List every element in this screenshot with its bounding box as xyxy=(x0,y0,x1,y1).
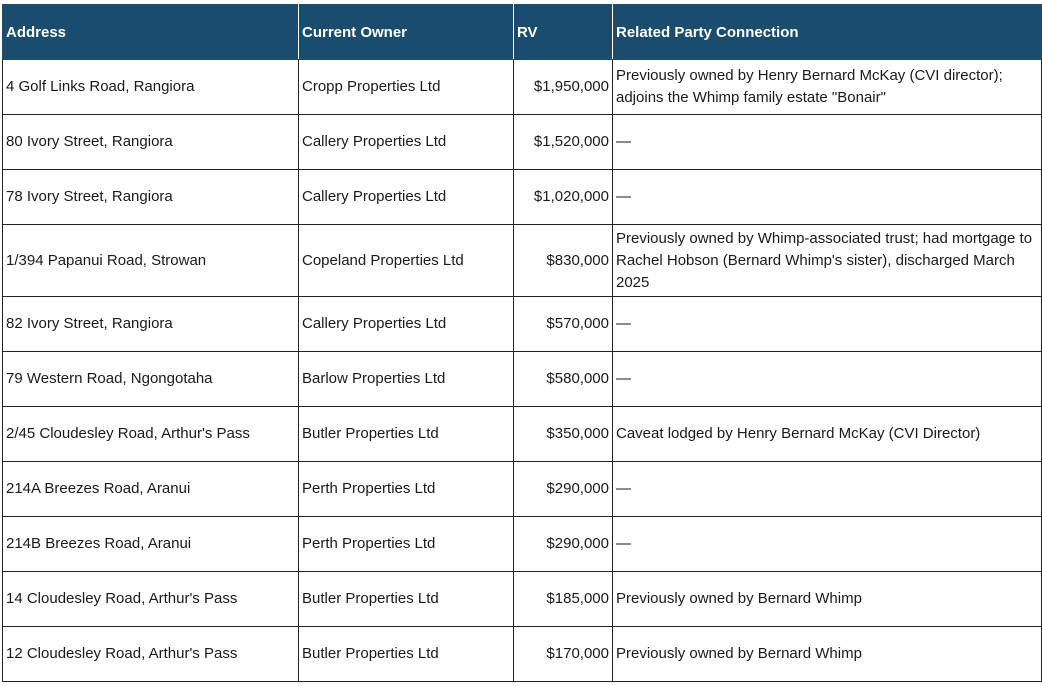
cell-connection: — xyxy=(613,462,1042,517)
cell-owner: Barlow Properties Ltd xyxy=(299,352,514,407)
header-related-party-connection: Related Party Connection xyxy=(613,5,1042,60)
cell-connection: — xyxy=(613,517,1042,572)
table-row xyxy=(3,572,1042,627)
cell-address: 1/394 Papanui Road, Strowan xyxy=(3,225,299,297)
cell-rv: $570,000 xyxy=(514,297,613,352)
cell-rv: $170,000 xyxy=(514,627,613,682)
cell-connection: — xyxy=(613,170,1042,225)
cell-address: 14 Cloudesley Road, Arthur's Pass xyxy=(3,572,299,627)
cell-address: 12 Cloudesley Road, Arthur's Pass xyxy=(3,627,299,682)
cell-connection: — xyxy=(613,297,1042,352)
cell-rv: $185,000 xyxy=(514,572,613,627)
cell-owner: Cropp Properties Ltd xyxy=(299,60,514,115)
table-row xyxy=(3,517,1042,572)
cell-connection: Previously owned by Whimp-associated trust; had mortgage to Rachel Hobson (Bernard Whimp's sister), discharged March 2025 xyxy=(613,225,1042,297)
property-table xyxy=(2,4,1042,682)
table-row xyxy=(3,407,1042,462)
cell-address: 79 Western Road, Ngongotaha xyxy=(3,352,299,407)
header-row xyxy=(3,5,1042,60)
cell-owner: Copeland Properties Ltd xyxy=(299,225,514,297)
table-row xyxy=(3,297,1042,352)
table-row xyxy=(3,170,1042,225)
cell-connection: Previously owned by Bernard Whimp xyxy=(613,572,1042,627)
table-row xyxy=(3,352,1042,407)
cell-rv: $290,000 xyxy=(514,462,613,517)
cell-address: 82 Ivory Street, Rangiora xyxy=(3,297,299,352)
table-row xyxy=(3,225,1042,297)
cell-rv: $290,000 xyxy=(514,517,613,572)
cell-rv: $580,000 xyxy=(514,352,613,407)
cell-rv: $1,020,000 xyxy=(514,170,613,225)
cell-address: 4 Golf Links Road, Rangiora xyxy=(3,60,299,115)
cell-owner: Butler Properties Ltd xyxy=(299,407,514,462)
cell-address: 78 Ivory Street, Rangiora xyxy=(3,170,299,225)
cell-owner: Callery Properties Ltd xyxy=(299,297,514,352)
cell-connection: Caveat lodged by Henry Bernard McKay (CVI Director) xyxy=(613,407,1042,462)
table-row xyxy=(3,60,1042,115)
cell-connection: Previously owned by Bernard Whimp xyxy=(613,627,1042,682)
header-current-owner: Current Owner xyxy=(299,5,514,60)
cell-owner: Butler Properties Ltd xyxy=(299,572,514,627)
cell-address: 2/45 Cloudesley Road, Arthur's Pass xyxy=(3,407,299,462)
table-row xyxy=(3,115,1042,170)
table-row xyxy=(3,627,1042,682)
cell-rv: $1,950,000 xyxy=(514,60,613,115)
cell-owner: Callery Properties Ltd xyxy=(299,115,514,170)
table-row xyxy=(3,462,1042,517)
header-rv: RV xyxy=(514,5,613,60)
cell-connection: Previously owned by Henry Bernard McKay (CVI director); adjoins the Whimp family estate "Bonair" xyxy=(613,60,1042,115)
cell-rv: $350,000 xyxy=(514,407,613,462)
cell-owner: Perth Properties Ltd xyxy=(299,517,514,572)
cell-address: 80 Ivory Street, Rangiora xyxy=(3,115,299,170)
cell-owner: Perth Properties Ltd xyxy=(299,462,514,517)
cell-address: 214A Breezes Road, Aranui xyxy=(3,462,299,517)
cell-address: 214B Breezes Road, Aranui xyxy=(3,517,299,572)
cell-owner: Butler Properties Ltd xyxy=(299,627,514,682)
cell-rv: $830,000 xyxy=(514,225,613,297)
cell-rv: $1,520,000 xyxy=(514,115,613,170)
cell-owner: Callery Properties Ltd xyxy=(299,170,514,225)
cell-connection: — xyxy=(613,115,1042,170)
cell-connection: — xyxy=(613,352,1042,407)
header-address: Address xyxy=(3,5,299,60)
